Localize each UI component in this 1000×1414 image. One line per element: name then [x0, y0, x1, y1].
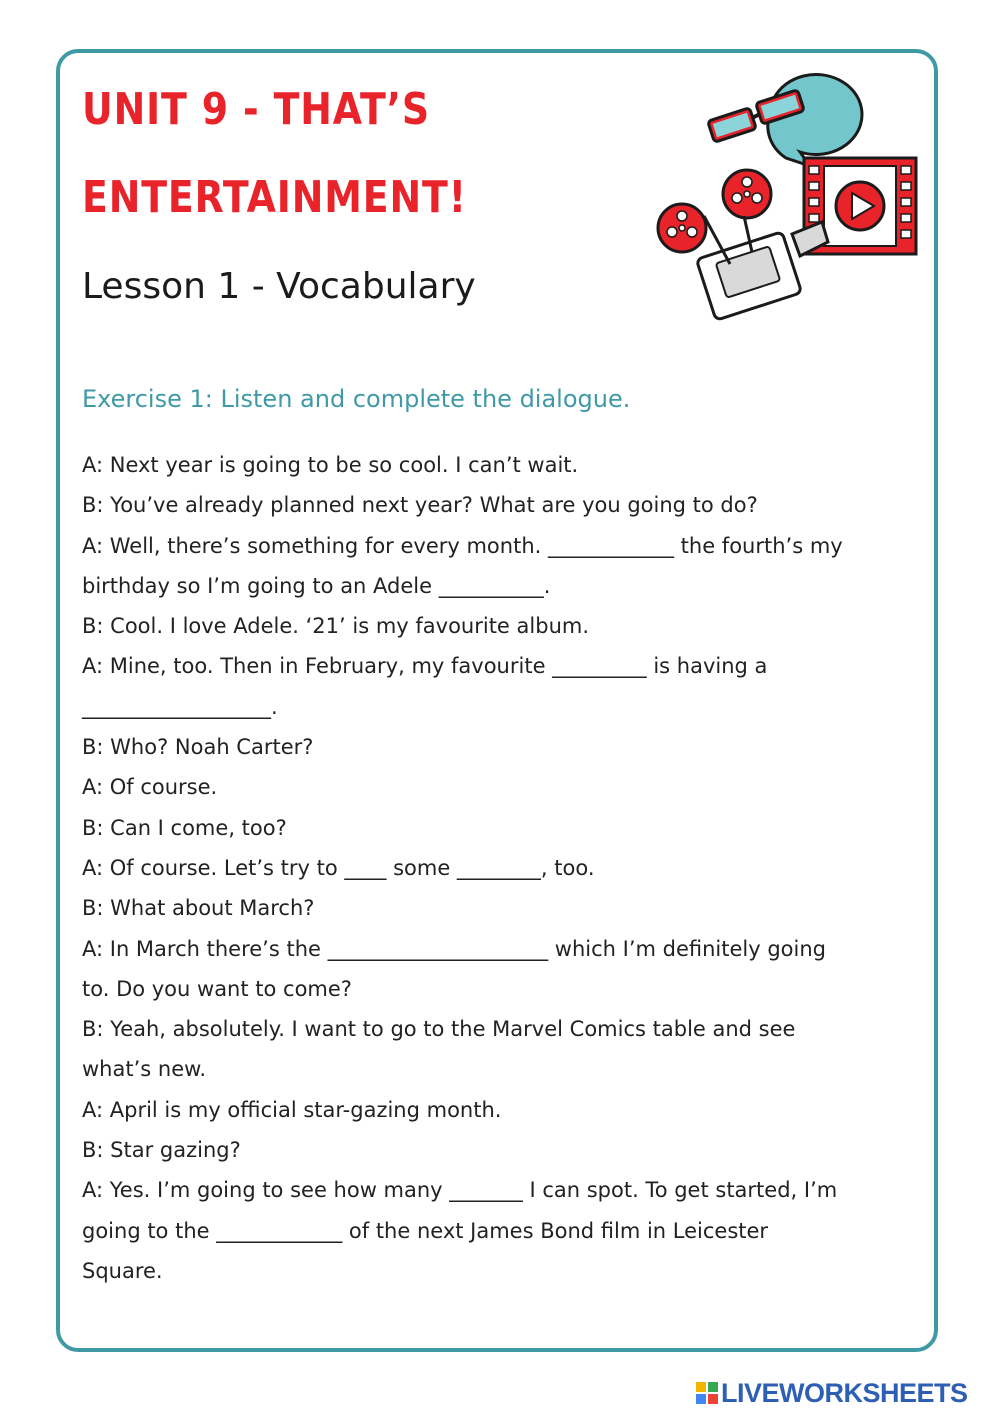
- dialogue-line: A: Of course.: [82, 775, 218, 800]
- dialogue-line: B: Cool. I love Adele. ‘21’ is my favourite album.: [82, 614, 590, 639]
- dialogue-line: A: In March there’s the _____________________ which I’m definitely going: [82, 936, 826, 961]
- dialogue-line: B: What about March?: [82, 896, 315, 921]
- dialogue-text: [82, 445, 922, 1291]
- dialogue-line: A: April is my official star-gazing month.: [82, 1097, 502, 1122]
- lesson-heading: Lesson 1 - Vocabulary: [82, 266, 476, 307]
- dialogue-line: B: Can I come, too?: [82, 815, 287, 840]
- cinema-entertainment-icon: [652, 66, 922, 322]
- exercise-instruction: Exercise 1: Listen and complete the dialogue.: [82, 385, 631, 413]
- dialogue-line: A: Mine, too. Then in February, my favourite _________ is having a: [82, 654, 768, 679]
- dialogue-line: __________________.: [82, 694, 278, 719]
- dialogue-line: A: Of course. Let’s try to ____ some ________, too.: [82, 855, 595, 880]
- dialogue-line: A: Yes. I’m going to see how many _______ I can spot. To get started, I’m: [82, 1178, 838, 1203]
- dialogue-line: A: Next year is going to be so cool. I can’t wait.: [82, 453, 579, 477]
- liveworksheets-logo[interactable]: [696, 1378, 968, 1408]
- dialogue-line: B: You’ve already planned next year? What are you going to do?: [82, 493, 758, 518]
- liveworksheets-logo-icon: [696, 1382, 718, 1404]
- dialogue-line: to. Do you want to come?: [82, 976, 352, 1001]
- dialogue-line: B: Yeah, absolutely. I want to go to the Marvel Comics table and see: [82, 1017, 796, 1042]
- unit-title-line-1: UNIT 9 - THAT’S: [82, 84, 431, 135]
- dialogue-line: B: Who? Noah Carter?: [82, 735, 314, 760]
- dialogue-line: going to the ____________ of the next James Bond film in Leicester: [82, 1218, 769, 1243]
- dialogue-line: A: Well, there’s something for every month. ____________ the fourth’s my: [82, 533, 843, 558]
- dialogue-line: Square.: [82, 1258, 163, 1283]
- dialogue-line: what’s new.: [82, 1057, 207, 1082]
- dialogue-line: B: Star gazing?: [82, 1138, 241, 1163]
- brand-name: LIVEWORKSHEETS: [721, 1377, 968, 1408]
- dialogue-line: birthday so I’m going to an Adele __________.: [82, 573, 551, 598]
- unit-title-line-2: ENTERTAINMENT!: [82, 172, 467, 223]
